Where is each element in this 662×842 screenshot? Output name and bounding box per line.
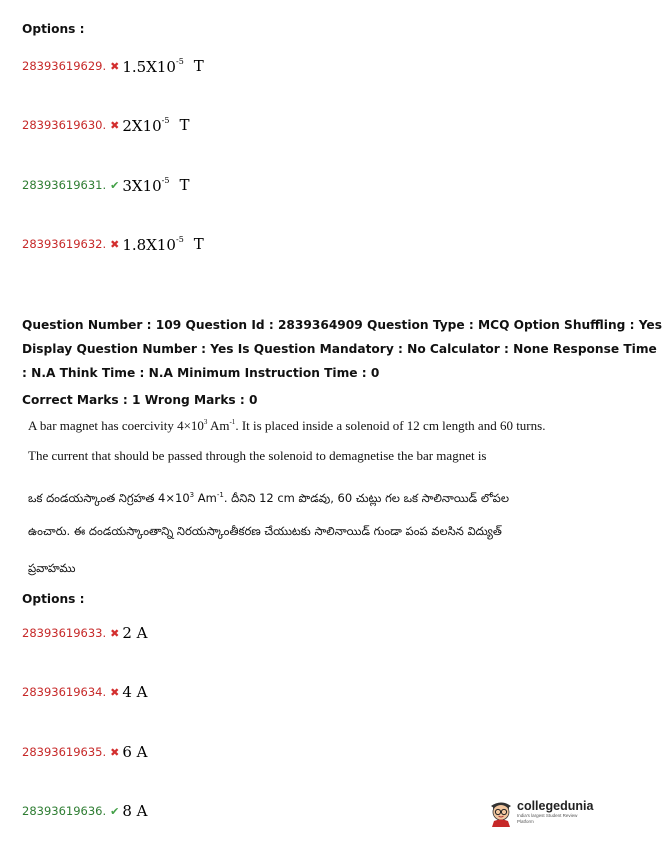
question-text-te-line-2: ఉంచారు. ఈ దండయస్కాంతాన్ని నిరయస్కాంతీకరణ చేయుటకు సాలినాయిడ్ గుండా పంప వలసిన విద్యుత్	[28, 524, 502, 538]
question-meta-line-1: Question Number : 109 Question Id : 2839364909 Question Type : MCQ Option Shuffling : Yes	[22, 318, 662, 332]
option-row	[22, 114, 189, 136]
option-value: $1.8X10^{-5}$	[122, 234, 184, 254]
cross-icon: ✖	[110, 685, 120, 699]
option-value: 4 A	[122, 683, 148, 701]
cross-icon: ✖	[110, 237, 120, 251]
cross-icon: ✖	[110, 626, 120, 640]
check-icon: ✔	[110, 804, 120, 818]
option-value: $2X10^{-5}$	[122, 115, 170, 135]
option-row	[22, 55, 204, 77]
option-id: 28393619636.	[22, 804, 107, 818]
option-unit: T	[193, 235, 204, 253]
logo-tagline: India's largest Student Review Platform	[517, 812, 578, 824]
option-id: 28393619634.	[22, 685, 107, 699]
option-value: $1.5X10^{-5}$	[122, 56, 184, 76]
check-icon: ✔	[110, 178, 120, 192]
option-value: 2 A	[122, 624, 148, 642]
question-meta-line-3: : N.A Think Time : N.A Minimum Instruction Time : 0	[22, 366, 380, 380]
options-heading: Options :	[22, 22, 85, 36]
marks-info: Correct Marks : 1 Wrong Marks : 0	[22, 393, 258, 407]
option-row	[22, 800, 148, 822]
cross-icon: ✖	[110, 745, 120, 759]
option-id: 28393619635.	[22, 745, 107, 759]
option-id: 28393619630.	[22, 118, 107, 132]
collegedunia-logo	[488, 797, 595, 827]
question-text-te-line-1: ఒక దండయస్కాంత నిగ్రహత $4\times 10^3$ $Am^{-1}$. దీనిని 12 cm పొడవు, 60 చుట్లు గల ఒక సాలినాయిడ్ లోపల	[28, 491, 509, 505]
question-text-te-line-3: ప్రవాహము	[28, 561, 76, 575]
option-id: 28393619629.	[22, 59, 107, 73]
logo-wordmark: collegedunia	[517, 798, 594, 813]
option-unit: T	[179, 116, 190, 134]
option-id: 28393619631.	[22, 178, 107, 192]
question-meta-line-2: Display Question Number : Yes Is Question Mandatory : No Calculator : None Response Time	[22, 342, 657, 356]
cross-icon: ✖	[110, 118, 120, 132]
option-row	[22, 741, 148, 763]
option-row	[22, 174, 189, 196]
option-row	[22, 681, 148, 703]
cross-icon: ✖	[110, 59, 120, 73]
option-id: 28393619632.	[22, 237, 107, 251]
option-unit: T	[193, 57, 204, 75]
question-text-en-line-2: The current that should be passed through the solenoid to demagnetise the bar magnet is	[28, 448, 487, 463]
student-mascot-icon	[488, 797, 514, 827]
option-value: $3X10^{-5}$	[122, 175, 170, 195]
question-text-en-line-1: A bar magnet has coercivity $4\times 10^3$ $Am^{-1}$. It is placed inside a solenoid of 12 cm length and 60 turns.	[28, 418, 546, 433]
option-unit: T	[179, 176, 190, 194]
option-id: 28393619633.	[22, 626, 107, 640]
options-heading: Options :	[22, 592, 85, 606]
option-row	[22, 233, 204, 255]
option-value: 6 A	[122, 743, 148, 761]
option-row	[22, 622, 148, 644]
option-value: 8 A	[122, 802, 148, 820]
